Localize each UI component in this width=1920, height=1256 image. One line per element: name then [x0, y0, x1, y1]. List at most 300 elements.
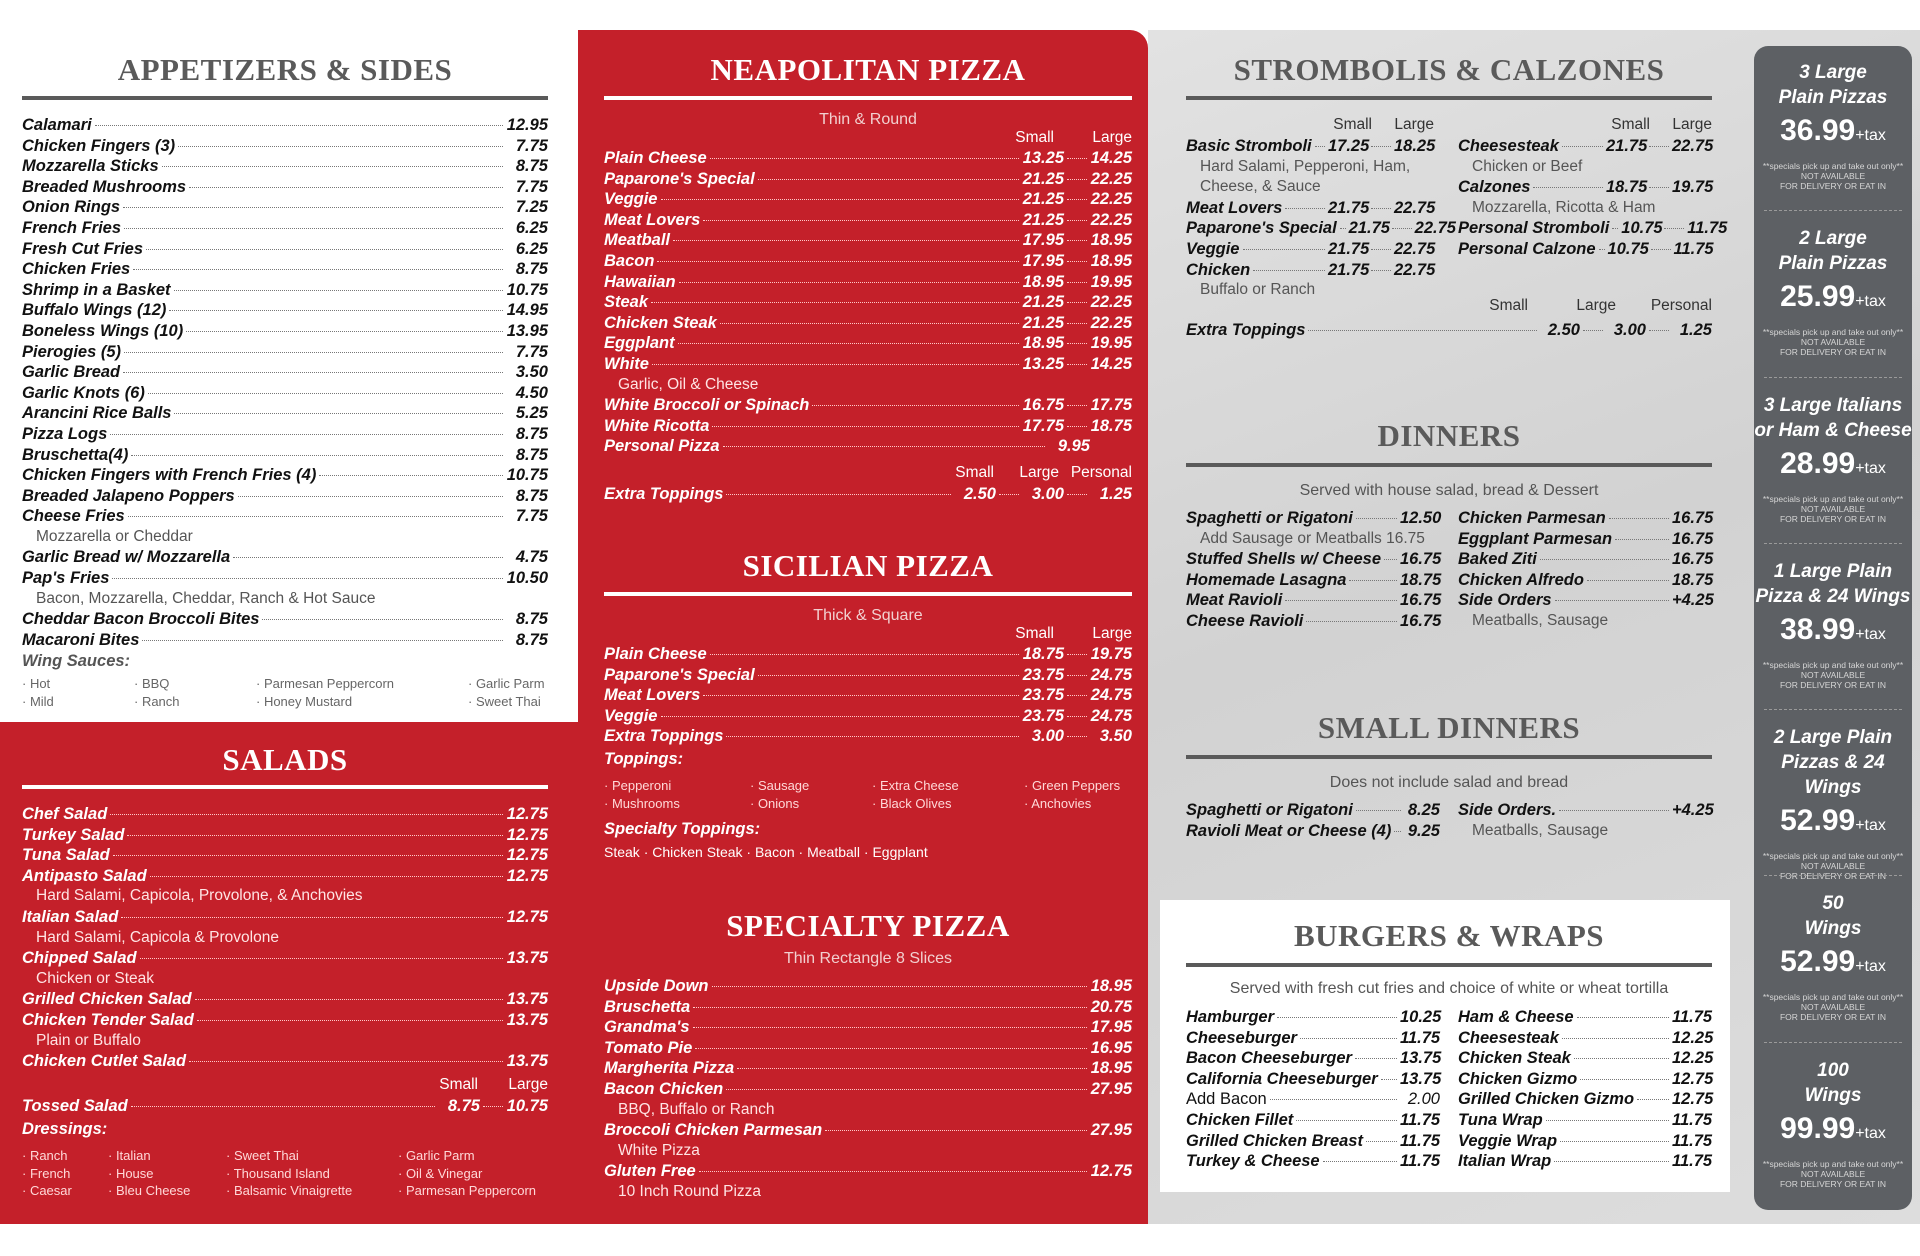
- item-price-small: 10.75: [1621, 219, 1663, 238]
- item-name: Pap's Fries: [22, 569, 110, 588]
- special-tax: +tax: [1855, 625, 1886, 643]
- special-price: [1754, 945, 1912, 984]
- toppings-list: [604, 777, 1132, 812]
- special-line2: Plain Pizzas: [1778, 253, 1888, 275]
- item-price-price: 7.25: [515, 198, 548, 217]
- neap-topping-large-header: Large: [1019, 464, 1059, 481]
- leader-dots: [1067, 716, 1087, 717]
- leader-dots: [123, 207, 503, 208]
- leader-dots: [661, 716, 1020, 717]
- menu-item: [604, 395, 1132, 416]
- menu-item: [22, 300, 548, 321]
- leader-dots: [195, 999, 503, 1000]
- item-price-large: 22.25: [1090, 190, 1132, 209]
- fine-line3: FOR DELIVERY OR EAT IN: [1779, 871, 1887, 882]
- leader-dots: [1555, 600, 1669, 601]
- item-price-price: 12.75: [1672, 1090, 1714, 1109]
- leader-dots: [1067, 426, 1087, 427]
- item-price-large: 18.25: [1394, 137, 1436, 155]
- leader-dots: [319, 475, 503, 476]
- item-name: Bacon: [604, 251, 655, 270]
- item-name: Eggplant: [604, 334, 675, 353]
- option-item: · Ranch: [22, 1148, 68, 1163]
- special-line1: 2 Large: [1799, 228, 1867, 250]
- note-text: Plain or Buffalo: [36, 1031, 141, 1049]
- menu-item: [1186, 1110, 1440, 1131]
- leader-dots: [1067, 343, 1087, 344]
- menu-item: [22, 609, 548, 630]
- leader-dots: [1277, 1017, 1397, 1018]
- option-item: · Italian: [108, 1148, 151, 1163]
- special-line2: Pizzas & 24 Wings: [1781, 752, 1885, 799]
- item-price-small: 23.75: [1022, 686, 1064, 705]
- item-name: Shrimp in a Basket: [22, 280, 171, 299]
- leader-dots: [1599, 249, 1605, 250]
- item-name: Garlic Knots (6): [22, 383, 145, 402]
- special-offer: [1754, 1058, 1912, 1189]
- small-dinners-subtitle: Does not include salad and bread: [1329, 774, 1569, 791]
- item-price-small: 17.95: [1022, 251, 1064, 270]
- menu-item: [1186, 590, 1440, 611]
- menu-item: [604, 210, 1132, 231]
- special-title: [1754, 891, 1912, 941]
- leader-dots: [1308, 330, 1537, 331]
- fine-line2: NOT AVAILABLE: [1800, 171, 1866, 181]
- item-price-price: 18.75: [1400, 570, 1442, 589]
- special-tax: +tax: [1855, 817, 1886, 835]
- leader-dots: [123, 372, 503, 373]
- item-name: Buffalo Wings (12): [22, 301, 167, 320]
- leader-dots: [189, 187, 503, 188]
- leader-dots: [1285, 208, 1325, 209]
- menu-item: [22, 1051, 548, 1072]
- item-price-price: 20.75: [1090, 997, 1132, 1016]
- fine-line1: **specials pick up and take out only**: [1762, 493, 1904, 504]
- item-price-large: 3.00: [1613, 321, 1646, 339]
- option-item: · Parmesan Peppercorn: [398, 1183, 537, 1198]
- burgers-subtitle: Served with fresh cut fries and choice of white or wheat tortilla: [1229, 980, 1669, 997]
- menu-item: [604, 685, 1132, 706]
- special-price: [1754, 613, 1912, 652]
- menu-item: [1186, 136, 1434, 157]
- item-note: [22, 969, 548, 990]
- item-name: Steak: [604, 293, 649, 312]
- item-name: Meat Ravioli: [1186, 591, 1283, 610]
- item-price-price: 12.50: [1400, 509, 1442, 527]
- menu-item: [1186, 260, 1434, 281]
- strombolis-rule: [1186, 96, 1712, 100]
- item-name: Cheesesteak: [1458, 137, 1559, 155]
- item-price-price: +4.25: [1672, 591, 1714, 610]
- item-price-price: 9.25: [1407, 821, 1440, 840]
- menu-item: [22, 825, 548, 846]
- special-fine-print: [1754, 851, 1912, 881]
- item-name: Gluten Free: [604, 1162, 696, 1181]
- item-name: Italian Salad: [22, 907, 119, 926]
- item-name: Meat Lovers: [1186, 198, 1283, 217]
- item-name: Chicken Fillet: [1186, 1110, 1294, 1129]
- leader-dots: [1649, 330, 1669, 331]
- item-price-small: 17.75: [1022, 416, 1064, 435]
- option-item: · Anchovies: [1024, 795, 1092, 811]
- item-price-price: 7.75: [515, 507, 548, 526]
- menu-item: [22, 403, 548, 424]
- item-name: Bruschetta(4): [22, 445, 129, 464]
- leader-dots: [124, 352, 503, 353]
- menu-item: [22, 321, 548, 342]
- leader-dots: [737, 1068, 1087, 1069]
- item-note: [1458, 198, 1712, 219]
- leader-dots: [1651, 249, 1671, 250]
- item-price-small: 21.25: [1022, 293, 1064, 312]
- item-price-price: 10.75: [506, 466, 548, 485]
- menu-item: [1186, 570, 1440, 591]
- menu-item: [604, 665, 1132, 686]
- leader-dots: [1533, 187, 1603, 188]
- special-divider: [1764, 210, 1902, 211]
- menu-item: [22, 866, 548, 887]
- special-offer: [1754, 226, 1912, 357]
- item-price-price: 27.95: [1090, 1121, 1132, 1140]
- neapolitan-small-header: Small: [1015, 129, 1054, 146]
- option-item: · Thousand Island: [226, 1165, 330, 1181]
- special-divider: [1764, 709, 1902, 710]
- special-line1: 100: [1817, 1059, 1849, 1081]
- item-price-small: 21.75: [1328, 198, 1370, 217]
- special-line1: 50: [1822, 893, 1844, 915]
- leader-dots: [1371, 146, 1391, 147]
- special-line2: Wings: [1804, 918, 1862, 940]
- item-price-price: 12.95: [506, 116, 548, 134]
- item-price-small: 18.95: [1022, 334, 1064, 353]
- leader-dots: [1577, 1017, 1669, 1018]
- item-name: Cheese Fries: [22, 507, 125, 526]
- neapolitan-extra-toppings: [604, 484, 1132, 505]
- note-text: Cheese, & Sauce: [1200, 178, 1321, 196]
- item-price-small: 18.75: [1606, 178, 1648, 197]
- tossed-salad-row: [22, 1096, 548, 1117]
- menu-item: [1186, 320, 1712, 341]
- menu-item: [22, 506, 548, 527]
- menu-item: [1186, 1007, 1440, 1028]
- leader-dots: [178, 146, 503, 147]
- stromboli-topping-header: [1186, 297, 1712, 315]
- burgers-title: BURGERS & WRAPS: [1293, 918, 1605, 953]
- fine-line1: **specials pick up and take out only**: [1762, 161, 1904, 171]
- leader-dots: [812, 405, 1019, 406]
- leader-dots: [999, 494, 1019, 495]
- item-name: Turkey & Cheese: [1186, 1152, 1320, 1171]
- item-note: [1186, 177, 1434, 198]
- dinners-subtitle: Served with house salad, bread & Dessert: [1299, 482, 1599, 499]
- item-price-price: 11.75: [1400, 1028, 1441, 1047]
- item-price-large: 11.75: [1673, 239, 1714, 258]
- dressings-label: Dressings:: [22, 1120, 108, 1138]
- special-line1: 2 Large Plain: [1773, 727, 1893, 749]
- leader-dots: [1253, 270, 1325, 271]
- item-name: Tomato Pie: [604, 1038, 693, 1057]
- menu-item: [22, 218, 548, 239]
- special-divider: [1764, 1042, 1902, 1043]
- appetizers-title: APPETIZERS & SIDES: [117, 52, 453, 87]
- item-price-price: 11.75: [1672, 1008, 1713, 1026]
- menu-item: [22, 115, 548, 136]
- leader-dots: [1067, 179, 1087, 180]
- item-name: Side Orders.: [1458, 801, 1557, 819]
- strom-topping-large-header: Large: [1576, 297, 1616, 314]
- leader-dots: [1583, 330, 1603, 331]
- menu-item: [1458, 1007, 1712, 1028]
- item-price-price: 18.95: [1090, 1059, 1132, 1078]
- item-name: Paparone's Special: [1186, 219, 1337, 238]
- fine-line1: **specials pick up and take out only**: [1762, 327, 1904, 338]
- item-price-large: 10.75: [506, 1097, 548, 1115]
- fine-line1: **specials pick up and take out only**: [1762, 992, 1904, 1003]
- special-divider: [1764, 377, 1902, 378]
- leader-dots: [1349, 580, 1397, 581]
- stromboli-left-small-header: Small: [1333, 116, 1372, 133]
- item-price-price: 10.75: [506, 280, 548, 299]
- leader-dots: [1067, 736, 1087, 737]
- item-price-price: 6.25: [515, 239, 548, 258]
- menu-item: [22, 989, 548, 1010]
- leader-dots: [1067, 240, 1087, 241]
- leader-dots: [710, 158, 1019, 159]
- stromboli-left-size-header: [1186, 116, 1434, 134]
- leader-dots: [758, 179, 1019, 180]
- neap-topping-personal-header: Personal: [1070, 464, 1132, 481]
- item-name: Chicken Fries: [22, 260, 131, 279]
- menu-item: [604, 436, 1132, 457]
- item-price-price: 11.75: [1672, 1152, 1713, 1171]
- item-name: Fresh Cut Fries: [22, 239, 144, 258]
- menu-item: [604, 997, 1132, 1018]
- note-text: Garlic, Oil & Cheese: [618, 375, 759, 393]
- neapolitan-title: NEAPOLITAN PIZZA: [710, 52, 1026, 87]
- leader-dots: [695, 1048, 1087, 1049]
- sicilian-small-header: Small: [1015, 625, 1054, 642]
- leader-dots: [1315, 146, 1325, 147]
- item-name: Chicken: [1186, 260, 1251, 279]
- special-price: [1754, 804, 1912, 843]
- special-tax: +tax: [1855, 958, 1886, 976]
- item-price-large: 3.50: [1099, 727, 1132, 746]
- item-name: Arancini Rice Balls: [22, 404, 172, 423]
- item-price-price: +4.25: [1672, 801, 1714, 819]
- leader-dots: [1067, 282, 1087, 283]
- item-name: Garlic Bread: [22, 363, 121, 382]
- option-item: · Sweet Thai: [468, 693, 541, 709]
- leader-dots: [1637, 1099, 1669, 1100]
- leader-dots: [1649, 146, 1669, 147]
- item-price-price: 8.25: [1407, 801, 1440, 819]
- menu-item: [604, 333, 1132, 354]
- leader-dots: [1285, 600, 1397, 601]
- menu-item: [22, 136, 548, 157]
- special-price-value: 52.99: [1780, 804, 1856, 838]
- item-price-price: 12.75: [506, 866, 548, 885]
- note-text: Buffalo or Ranch: [1200, 281, 1316, 299]
- leader-dots: [1067, 199, 1087, 200]
- item-price-price: 13.75: [506, 949, 548, 968]
- menu-item: [1186, 1069, 1440, 1090]
- leader-dots: [1356, 810, 1401, 811]
- option-item: · BBQ: [134, 676, 170, 691]
- fine-line1: **specials pick up and take out only**: [1762, 851, 1904, 862]
- burgers-rule: [1186, 963, 1712, 967]
- fine-line3: FOR DELIVERY OR EAT IN: [1779, 679, 1887, 690]
- item-price-large: 19.75: [1090, 645, 1132, 663]
- leader-dots: [693, 1027, 1087, 1028]
- item-name: Cheese Ravioli: [1186, 611, 1304, 630]
- item-price-price: 3.50: [515, 363, 548, 382]
- item-price-small: 21.75: [1328, 239, 1370, 258]
- menu-item: [604, 1038, 1132, 1059]
- special-fine-print: [1754, 161, 1912, 191]
- special-offer: [1754, 725, 1912, 881]
- small-dinners-rule: [1186, 755, 1712, 759]
- item-name: Hawaiian: [604, 272, 676, 291]
- fine-line2: NOT AVAILABLE: [1800, 503, 1866, 514]
- item-price-price: 12.75: [506, 846, 548, 865]
- item-name: Breaded Mushrooms: [22, 177, 187, 196]
- item-name: Paparone's Special: [604, 169, 755, 188]
- item-note: [604, 375, 1132, 396]
- item-price-price: 11.75: [1400, 1131, 1441, 1150]
- item-name: Macaroni Bites: [22, 630, 140, 649]
- item-name: Veggie Wrap: [1458, 1131, 1558, 1150]
- item-note: [1186, 529, 1440, 550]
- item-price-price: 8.75: [515, 610, 548, 629]
- item-name: Tuna Salad: [22, 846, 110, 865]
- leader-dots: [1664, 228, 1684, 229]
- item-price-small: 13.25: [1022, 149, 1064, 167]
- special-price-value: 25.99: [1780, 280, 1856, 314]
- item-price-price: 13.75: [506, 1052, 548, 1071]
- stromboli-right-size-header: [1458, 116, 1712, 134]
- item-price-large: 22.25: [1090, 169, 1132, 188]
- menu-item: [1186, 1131, 1440, 1152]
- note-text: Bacon, Mozzarella, Cheddar, Ranch & Hot Sauce: [36, 589, 376, 607]
- strombolis-title: STROMBOLIS & CALZONES: [1233, 52, 1665, 87]
- item-name: Baked Ziti: [1458, 550, 1537, 569]
- small-dinners-left-list: [1186, 800, 1440, 841]
- menu-item: [1458, 136, 1712, 157]
- item-name: Pierogies (5): [22, 342, 122, 361]
- item-name: Hamburger: [1186, 1008, 1275, 1026]
- leader-dots: [1243, 249, 1326, 250]
- item-price-large: 18.95: [1090, 231, 1132, 250]
- fine-line2: NOT AVAILABLE: [1800, 861, 1866, 872]
- item-name: Chef Salad: [22, 805, 108, 823]
- item-name: Ravioli Meat or Cheese (4): [1186, 821, 1392, 840]
- special-fine-print: [1754, 660, 1912, 690]
- leader-dots: [1356, 518, 1397, 519]
- item-name: Tuna Wrap: [1458, 1110, 1543, 1129]
- item-price-small: 23.75: [1022, 706, 1064, 725]
- menu-item: [22, 197, 548, 218]
- item-name: Chicken Steak: [1458, 1049, 1571, 1068]
- salad-small-header: Small: [439, 1076, 478, 1093]
- item-price-price: 4.75: [515, 548, 548, 567]
- item-name: Tossed Salad: [22, 1097, 128, 1115]
- note-text: Chicken or Steak: [36, 969, 155, 987]
- leader-dots: [1559, 810, 1669, 811]
- leader-dots: [162, 166, 503, 167]
- neapolitan-topping-header: [604, 464, 1132, 482]
- item-price-large: 19.95: [1090, 272, 1132, 291]
- item-name: Pizza Logs: [22, 424, 108, 443]
- leader-dots: [703, 220, 1019, 221]
- item-price-large: 24.75: [1090, 665, 1132, 684]
- stromboli-left-list: [1186, 136, 1456, 301]
- option-item: · Parmesan Peppercorn: [256, 676, 395, 691]
- item-note: [1458, 821, 1712, 842]
- item-name: Broccoli Chicken Parmesan: [604, 1121, 823, 1140]
- leader-dots: [1366, 1141, 1397, 1142]
- special-price: [1754, 114, 1912, 153]
- menu-item: [22, 1096, 548, 1117]
- note-text: Add Sausage or Meatballs 16.75: [1200, 529, 1425, 547]
- item-note: [22, 589, 548, 610]
- item-price-large: 22.25: [1090, 293, 1132, 312]
- item-price-price: 18.95: [1090, 977, 1132, 995]
- item-price-price: 10.25: [1400, 1008, 1442, 1026]
- leader-dots: [726, 494, 951, 495]
- leader-dots: [1270, 1099, 1397, 1100]
- item-price-price: 16.75: [1400, 591, 1442, 610]
- menu-item: [1458, 529, 1712, 550]
- neapolitan-list: [604, 148, 1132, 457]
- special-price-value: 36.99: [1780, 114, 1856, 147]
- menu-item: [22, 156, 548, 177]
- menu-item: [22, 465, 548, 486]
- leader-dots: [1649, 187, 1669, 188]
- menu-item: [604, 313, 1132, 334]
- menu-item: [604, 706, 1132, 727]
- item-price-price: 5.25: [515, 404, 548, 423]
- item-name: Meat Lovers: [604, 210, 701, 229]
- item-note: [22, 527, 548, 548]
- leader-dots: [1371, 270, 1391, 271]
- item-note: [22, 928, 548, 949]
- leader-dots: [95, 125, 503, 126]
- item-price-large: 14.25: [1090, 354, 1132, 373]
- item-name: Bacon Cheeseburger: [1186, 1049, 1352, 1068]
- item-price-price: 12.75: [506, 907, 548, 926]
- item-price-small: 13.25: [1022, 354, 1064, 373]
- menu-item: [1458, 1110, 1712, 1131]
- leader-dots: [1371, 249, 1391, 250]
- item-price-price: 12.75: [506, 825, 548, 844]
- menu-item: [1186, 1048, 1440, 1069]
- menu-item: [1458, 1131, 1712, 1152]
- special-tax: +tax: [1855, 127, 1886, 144]
- fine-line3: FOR DELIVERY OR EAT IN: [1779, 1178, 1887, 1189]
- toppings-label: Toppings:: [604, 750, 684, 768]
- small-dinners-title: SMALL DINNERS: [1317, 710, 1581, 745]
- item-name: Plain Cheese: [604, 645, 707, 663]
- option-item: · Green Peppers: [1024, 778, 1121, 793]
- menu-item: [1186, 1151, 1440, 1172]
- fine-line3: FOR DELIVERY OR EAT IN: [1779, 1012, 1887, 1023]
- small-dinners-right-list: [1458, 800, 1712, 841]
- item-price-price: 16.75: [1672, 509, 1714, 527]
- leader-dots: [1067, 675, 1087, 676]
- item-price-large: 18.95: [1090, 251, 1132, 270]
- sicilian-size-header: [604, 625, 1132, 643]
- note-text: Hard Salami, Pepperoni, Ham,: [1200, 157, 1411, 175]
